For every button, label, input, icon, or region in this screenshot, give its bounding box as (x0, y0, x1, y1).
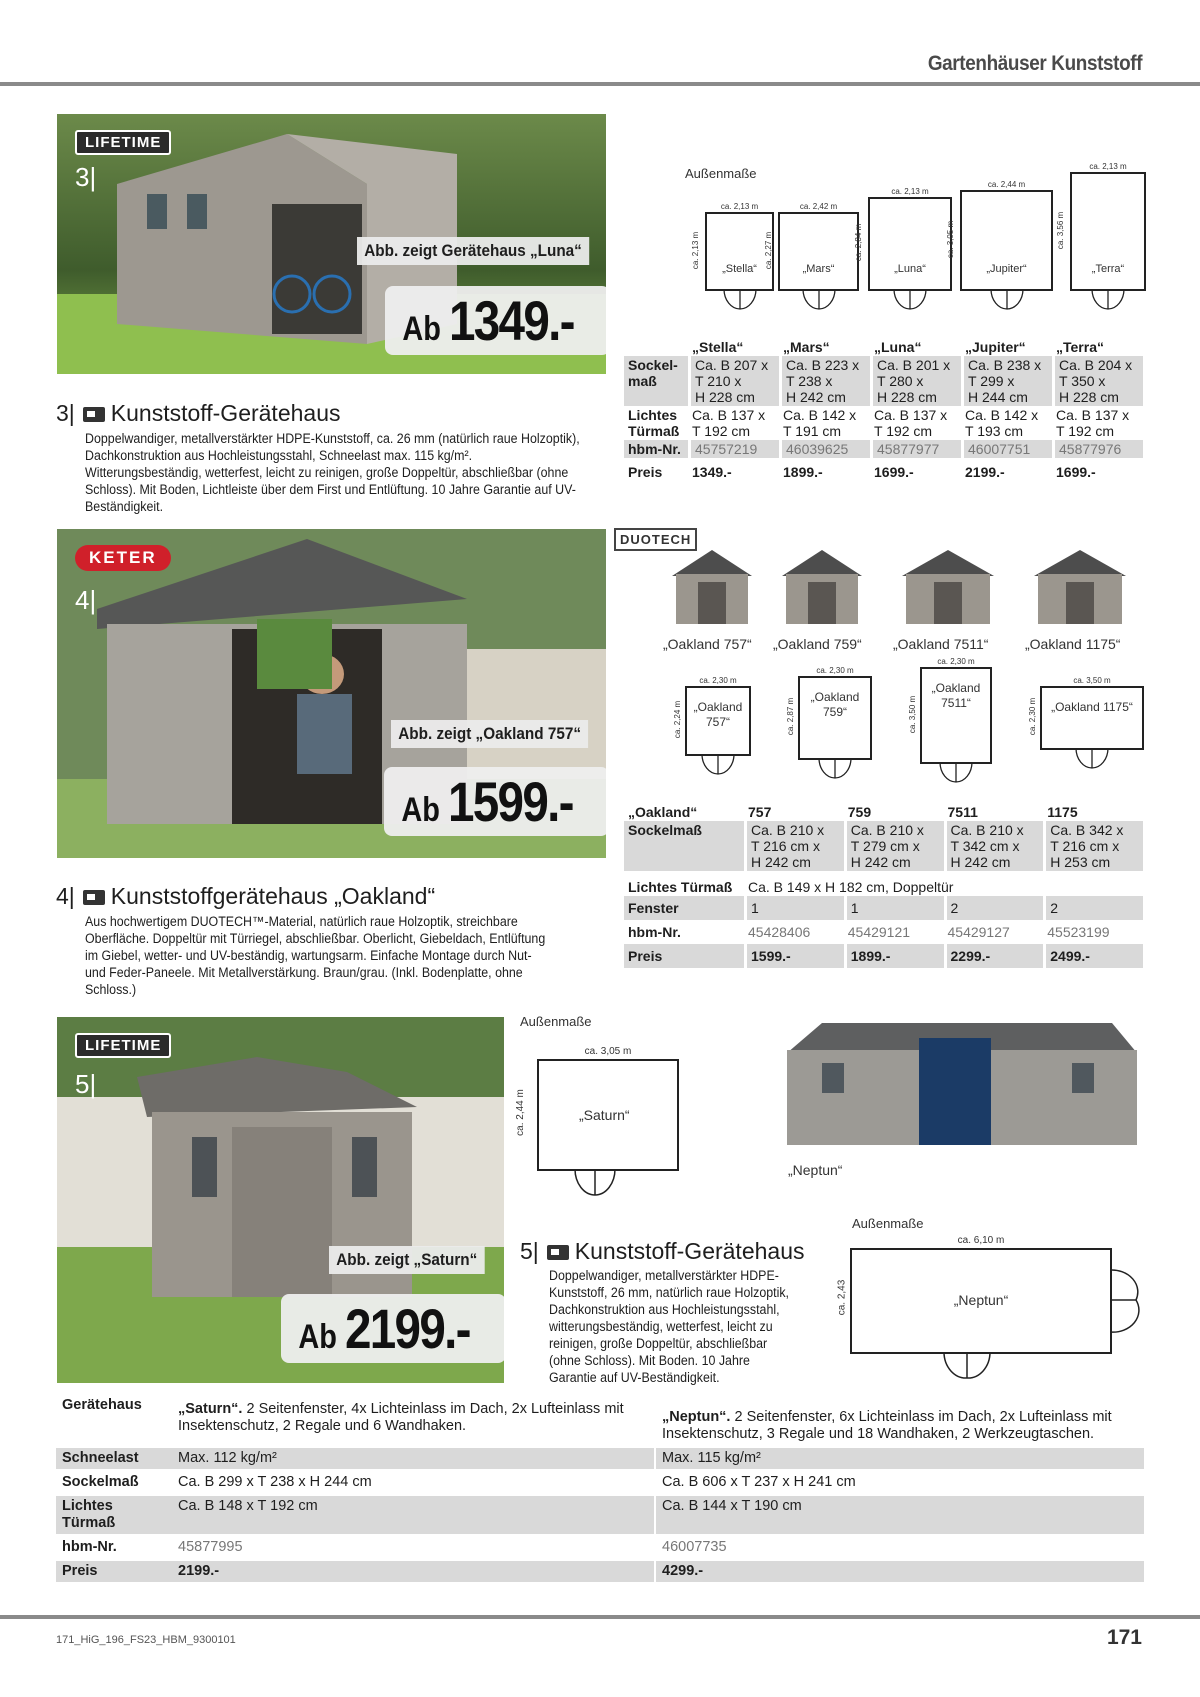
row-label-door: Lichtes Türmaß (628, 407, 680, 439)
shed-floorplan-5 (1056, 162, 1146, 291)
floorplan-width: ca. 2,30 m (937, 657, 975, 666)
row-label-sockel: Sockel-maß (624, 356, 688, 406)
hbm-cell: 45523199 (1047, 924, 1110, 940)
title-text: Kunststoffgerätehaus „Oakland“ (110, 883, 436, 909)
door-cell: Ca. B 137 x T 192 cm (874, 407, 948, 439)
floorplan-name: „Terra“ (1091, 263, 1125, 275)
page-header-title: Gartenhäuser Kunststoff (927, 52, 1142, 75)
schnee-cell: Max. 115 kg/m² (656, 1448, 1144, 1469)
price-cell: 1599.- (744, 944, 844, 968)
photo-neptun (782, 1018, 1142, 1151)
row-label-hbm: hbm-Nr. (62, 1539, 117, 1555)
row-label-sockel: Sockelmaß (624, 821, 744, 871)
door-swing-icon (801, 289, 837, 311)
row-label-price: Preis (624, 944, 744, 968)
sockel-cell: Ca. B 207 x T 210 x H 228 cm (688, 356, 779, 406)
photo-caption: Abb. zeigt „Oakland 757“ (391, 720, 588, 748)
door-cell: Ca. B 142 x T 193 cm (965, 407, 1039, 439)
photo-saturn (57, 1017, 504, 1383)
oakland-thumbnail-3 (898, 548, 998, 626)
product-title-4 (56, 883, 435, 910)
title-text: Kunststoff-Gerätehaus (574, 1238, 805, 1264)
floorplan-depth: ca. 2,24 m (673, 700, 683, 739)
hbm-cell: 45877995 (178, 1539, 243, 1555)
door-swing-icon (989, 289, 1025, 311)
price-cell: 1899.- (783, 464, 823, 480)
footer-rule (0, 1615, 1200, 1619)
price-value: 1349.- (448, 289, 574, 352)
oakland-floorplan-3 (908, 657, 992, 764)
floorplan-width: ca. 2,42 m (799, 202, 838, 211)
delivery-truck-icon (83, 407, 105, 422)
row-label-model: „Oakland“ (628, 804, 698, 820)
price-cell: 1349.- (692, 464, 732, 480)
price-badge (385, 286, 606, 355)
duotech-logo: DUOTECH (614, 528, 697, 551)
door-swing-icon (700, 754, 736, 776)
door-cell: Ca. B 144 x T 190 cm (656, 1496, 1144, 1534)
door-swing-icon (817, 758, 853, 780)
hbm-cell: 45428406 (748, 924, 811, 940)
photo-number: 4| (75, 585, 97, 615)
product-title-5 (520, 1238, 805, 1265)
model-name: „Luna“ (874, 339, 922, 355)
product-description-4: Aus hochwertigem DUOTECH™-Material, natürlich raue Holzoptik, streichbare Oberfläche. Doppeltür mit Türriegel, abschließbar. Oberlicht, Giebeldach, Entlüftung im Giebel, wetter- und UV-beständig, wartungsarm. Einfache Montage durch Nut- und Feder-Paneele. Mit Metallverstärkung. Braun/grau. (Inkl. Bodenplatte, ohne Schloss.) (85, 914, 546, 997)
sockel-cell: Ca. B 201 x T 280 x H 228 cm (870, 356, 961, 406)
floorplan-width: ca. 2,44 m (987, 180, 1026, 189)
model-name: „Jupiter“ (965, 339, 1026, 355)
model-name: „Terra“ (1056, 339, 1104, 355)
oakland-product-name: „Oakland 7511“ (893, 636, 989, 652)
floorplan-name: „Luna“ (894, 263, 926, 275)
floorplan-depth: ca. 2,27 m (764, 231, 774, 269)
door-swing-icon (938, 762, 974, 784)
floorplan-width: ca. 2,13 m (891, 187, 929, 196)
row-label-door: Lichtes Türmaß (56, 1496, 172, 1534)
shed-floorplan-2 (764, 202, 859, 291)
saturn-depth: ca. 2,44 m (514, 1089, 526, 1136)
oakland-product-name: „Oakland 757“ (663, 636, 752, 652)
oakland-floorplan-4 (1028, 676, 1144, 750)
price-cell: 2199.- (965, 464, 1005, 480)
hbm-cell: 46007751 (961, 440, 1052, 458)
neptun-name: „Neptun“ (953, 1292, 1009, 1308)
oakland-product-name: „Oakland 1175“ (1025, 636, 1121, 652)
model-name: 757 (748, 804, 772, 820)
model-name: „Stella“ (692, 339, 744, 355)
row-label-schnee: Schneelast (56, 1448, 172, 1469)
saturn-width: ca. 3,05 m (584, 1046, 632, 1057)
oakland-thumbnail-1 (668, 548, 756, 626)
lifetime-logo: LIFETIME (75, 130, 171, 155)
floorplan-depth: ca. 2,30 m (1028, 697, 1038, 736)
delivery-truck-icon (547, 1245, 569, 1260)
saturn-floorplan (514, 1046, 679, 1171)
hbm-cell: 45877976 (1052, 440, 1143, 458)
row-label-price: Preis (56, 1561, 172, 1582)
door-swing-icon (1074, 748, 1110, 770)
hbm-cell: 45757219 (688, 440, 779, 458)
price-cell: 1699.- (874, 464, 914, 480)
schnee-cell: Max. 112 kg/m² (172, 1448, 654, 1469)
oakland-thumbnail-2 (778, 548, 866, 626)
hbm-cell: 45877977 (870, 440, 961, 458)
row-label-geraet: Gerätehaus (62, 1397, 142, 1413)
sockel-cell: Ca. B 299 x T 238 x H 244 cm (178, 1474, 372, 1490)
diagram-label: Außenmaße (520, 1014, 592, 1029)
product-description-5: Doppelwandiger, metallverstärkter HDPE-Kunststoff, 26 mm, natürlich raue Holzoptik, Dachkonstruktion aus Hochleistungsstahl, witterungsbeständig, wetterfest, leicht zu reinigen, große Doppeltür, abschließbar (ohne Schloss). Mit Boden. 10 Jahre Garantie auf UV-Beständigkeit. (549, 1268, 790, 1385)
model-name: 7511 (947, 804, 978, 820)
window-cell: 2 (1043, 896, 1143, 920)
product-description-3: Doppelwandiger, metallverstärkter HDPE-Kunststoff, ca. 26 mm (natürlich raue Holzoptik), Dachkonstruktion aus Hochleistungsstahl, Schneelast max. 115 kg/m². Witterungsbeständig, wetterfest, leicht zu reinigen, große Doppeltür, abschließbar (ohne Schloss). Mit Boden, Lichtleiste über dem First und Entlüftung. 10 Jahre Garantie auf UV-Beständigkeit. (85, 431, 580, 514)
door-swing-icon (573, 1169, 617, 1199)
door-cell: Ca. B 148 x T 192 cm (172, 1496, 654, 1534)
row-label-sockel: Sockelmaß (62, 1474, 139, 1490)
row-label-window: Fenster (624, 896, 744, 920)
neptun-photo-label: „Neptun“ (788, 1162, 843, 1178)
floorplan-depth: ca. 3,56 m (1056, 211, 1066, 249)
row-label-door: Lichtes Türmaß (628, 879, 733, 895)
title-number: 5| (520, 1238, 539, 1264)
price-cell: 4299.- (656, 1561, 1144, 1582)
diagram-label: Außenmaße (685, 166, 757, 181)
floorplan-name-2: 7511“ (941, 696, 971, 710)
sockel-cell: Ca. B 342 x T 216 cm x H 253 cm (1043, 821, 1143, 871)
floorplan-depth: ca. 3,05 m (946, 220, 956, 258)
lifetime-logo: LIFETIME (75, 1033, 171, 1058)
title-number: 4| (56, 883, 75, 909)
floorplan-name-2: 757“ (705, 715, 731, 729)
neptun-depth: ca. 2,43 (836, 1279, 848, 1316)
neptun-features: „Neptun“. 2 Seitenfenster, 6x Lichteinlass im Dach, 2x Lufteinlass mit Insektenschutz, 3 Regale und 18 Wandhaken, 2 Werkzeugtaschen. (662, 1409, 1112, 1442)
price-cell: 2199.- (172, 1561, 654, 1582)
price-cell: 2299.- (944, 944, 1044, 968)
keter-logo: KETER (75, 545, 171, 571)
floorplan-width: ca. 3,50 m (1073, 676, 1111, 685)
shed-floorplan-3 (854, 187, 952, 291)
sockel-cell: Ca. B 210 x T 342 cm x H 242 cm (944, 821, 1044, 871)
oakland-floorplan-1 (673, 676, 751, 756)
floorplan-width: ca. 2,13 m (720, 202, 759, 211)
photo-number: 3| (75, 162, 97, 192)
table-corner (624, 338, 688, 356)
floorplan-depth: ca. 2,87 m (786, 697, 796, 736)
hbm-cell: 46039625 (779, 440, 870, 458)
door-cell: Ca. B 137 x T 192 cm (1056, 407, 1130, 439)
sockel-cell: Ca. B 210 x T 216 cm x H 242 cm (744, 821, 844, 871)
floorplan-width: ca. 2,30 m (699, 676, 737, 685)
hbm-cell: 46007735 (662, 1539, 727, 1555)
title-number: 3| (56, 400, 75, 426)
window-cell: 2 (944, 896, 1044, 920)
price-cell: 1899.- (844, 944, 944, 968)
sockel-cell: Ca. B 223 x T 238 x H 242 cm (779, 356, 870, 406)
window-cell: 1 (744, 896, 844, 920)
photo-oakland (57, 529, 606, 858)
floorplan-name: „Oakland (931, 681, 981, 695)
floorplan-name: „Oakland (693, 700, 743, 714)
floorplan-depth: ca. 2,13 m (691, 231, 701, 269)
floorplan-name: „Stella“ (722, 263, 757, 275)
title-text: Kunststoff-Gerätehaus (110, 400, 341, 426)
sockel-cell: Ca. B 606 x T 237 x H 241 cm (662, 1474, 856, 1490)
floorplan-depth: ca. 3,50 m (908, 695, 918, 733)
price-cell: 1699.- (1056, 464, 1096, 480)
door-swing-icon (722, 289, 758, 311)
price-value: 1599.- (447, 770, 573, 833)
model-name: 759 (847, 804, 872, 820)
shed-floorplan-4 (946, 180, 1053, 291)
door-swing-icon (1110, 1268, 1140, 1334)
price-prefix: Ab (402, 310, 441, 348)
floorplan-name: „Jupiter“ (986, 263, 1027, 275)
header-rule (0, 82, 1200, 86)
price-badge (281, 1294, 504, 1363)
price-value: 2199.- (344, 1297, 470, 1360)
floorplan-depth: ca. 2,84 m (854, 223, 864, 262)
hbm-cell: 45429127 (947, 924, 1010, 940)
footer-code: 171_HiG_196_FS23_HBM_9300101 (56, 1634, 236, 1646)
floorplan-name: „Oakland (810, 690, 860, 704)
floorplan-name: „Mars“ (802, 263, 835, 275)
page-number: 171 (1106, 1626, 1142, 1649)
row-label-price: Preis (628, 464, 663, 480)
model-name: 1175 (1047, 804, 1078, 820)
floorplan-width: ca. 2,30 m (816, 666, 854, 675)
sockel-cell: Ca. B 210 x T 279 cm x H 242 cm (844, 821, 944, 871)
photo-caption: Abb. zeigt Gerätehaus „Luna“ (357, 237, 589, 265)
door-swing-icon (1090, 289, 1126, 311)
photo-caption: Abb. zeigt „Saturn“ (329, 1246, 485, 1274)
window-cell: 1 (844, 896, 944, 920)
saturn-features: „Saturn“. 2 Seitenfenster, 4x Lichteinlass im Dach, 2x Lufteinlass mit Insektenschutz, 2 Regale und 6 Wandhaken. (178, 1401, 624, 1434)
sockel-cell: Ca. B 204 x T 350 x H 228 cm (1052, 356, 1143, 406)
floorplan-name-2: 759“ (822, 705, 848, 719)
photo-luna (57, 114, 606, 374)
spec-table-4 (624, 803, 1143, 968)
hbm-cell: 45429121 (847, 924, 911, 940)
saturn-name: „Saturn“ (579, 1107, 630, 1123)
door-cell: Ca. B 142 x T 191 cm (783, 407, 857, 439)
floorplan-name: „Oakland 1175“ (1051, 700, 1133, 714)
door-swing-icon (942, 1352, 992, 1382)
neptun-floorplan (836, 1235, 1112, 1354)
spec-table-5 (56, 1388, 1144, 1585)
diagram-label: Außenmaße (852, 1216, 924, 1231)
price-prefix: Ab (401, 791, 440, 829)
spec-table-3 (624, 338, 1143, 481)
door-swing-icon (892, 289, 928, 311)
photo-neptun-image (782, 1018, 1142, 1151)
oakland-product-name: „Oakland 759“ (773, 636, 862, 652)
price-prefix: Ab (298, 1318, 337, 1356)
model-name: „Mars“ (783, 339, 830, 355)
door-cell: Ca. B 149 x H 182 cm, Doppeltür (748, 879, 954, 895)
delivery-truck-icon (83, 890, 105, 905)
price-cell: 2499.- (1043, 944, 1143, 968)
door-cell: Ca. B 137 x T 192 cm (692, 407, 766, 439)
oakland-thumbnail-4 (1030, 548, 1130, 626)
photo-number: 5| (75, 1069, 97, 1099)
row-label-hbm: hbm-Nr. (624, 440, 688, 458)
floorplan-width: ca. 2,13 m (1089, 162, 1127, 171)
product-title-3 (56, 400, 341, 427)
price-badge (384, 767, 606, 836)
row-label-hbm: hbm-Nr. (628, 924, 681, 940)
oakland-floorplan-2 (786, 666, 872, 760)
neptun-width: ca. 6,10 m (957, 1235, 1005, 1246)
sockel-cell: Ca. B 238 x T 299 x H 244 cm (961, 356, 1052, 406)
